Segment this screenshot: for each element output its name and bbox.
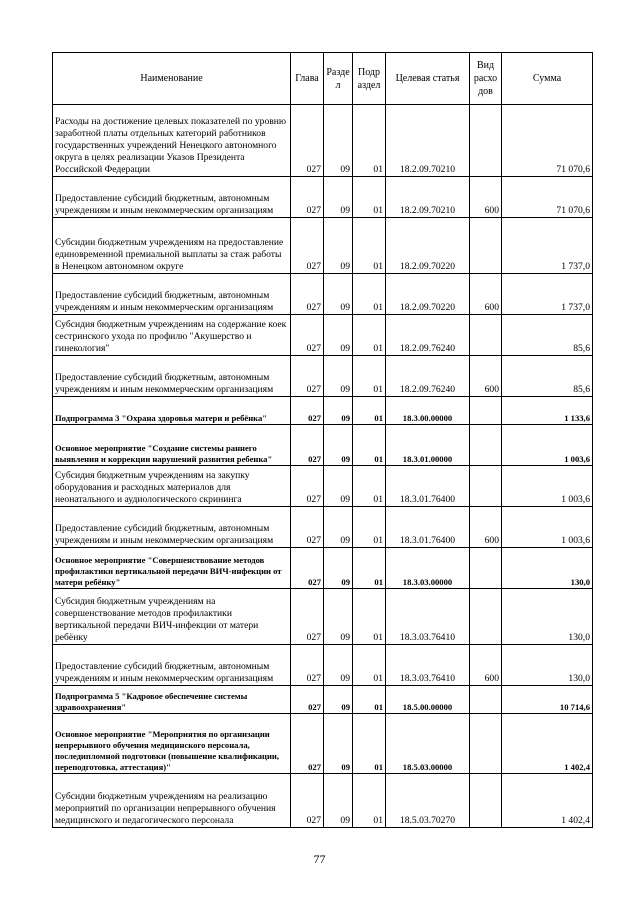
row-podrazdel-cell: 01 xyxy=(353,507,386,548)
row-glava-cell: 027 xyxy=(291,315,324,356)
row-name-cell: Предоставление субсидий бюджетным, автономным учреждениям и иным некоммерческим организациям xyxy=(53,177,291,218)
row-glava-cell: 027 xyxy=(291,645,324,686)
table-body xyxy=(53,105,593,828)
row-sum-cell: 1 003,6 xyxy=(502,507,593,548)
row-sum-cell: 1 402,4 xyxy=(502,714,593,774)
row-glava-cell: 027 xyxy=(291,356,324,397)
row-name-cell: Основное мероприятие "Мероприятия по организации непрерывного обучения медицинского персонала, последипломной подготовки (повышение квалификации, переподготовка, аттестация)" xyxy=(53,714,291,774)
row-name-cell: Субсидия бюджетным учреждениям на закупку оборудования и расходных материалов для неонатального и аудиологического скрининга xyxy=(53,466,291,507)
row-glava-cell: 027 xyxy=(291,274,324,315)
table-row xyxy=(53,466,593,507)
row-name-cell: Основное мероприятие "Создание системы раннего выявления и коррекции нарушений развития ребенка" xyxy=(53,425,291,466)
row-podrazdel-cell: 01 xyxy=(353,218,386,274)
row-podrazdel-cell: 01 xyxy=(353,397,386,425)
row-razdel-cell: 09 xyxy=(324,356,353,397)
row-name-cell: Субсидии бюджетным учреждениям на реализацию мероприятий по организации непрерывного обучения медицинского и педагогического персонала xyxy=(53,774,291,828)
row-name-cell: Субсидии бюджетным учреждениям на предоставление единовременной премиальной выплаты за стаж работы в Ненецком автономном округе xyxy=(53,218,291,274)
row-name-cell: Предоставление субсидий бюджетным, автономным учреждениям и иным некоммерческим организациям xyxy=(53,356,291,397)
header-sum: Сумма xyxy=(502,53,593,105)
header-podrazdel: Подр аздел xyxy=(353,53,386,105)
row-expense-type-cell: 600 xyxy=(470,356,502,397)
row-expense-type-cell xyxy=(470,466,502,507)
row-name-cell: Предоставление субсидий бюджетным, автономным учреждениям и иным некоммерческим организациям xyxy=(53,274,291,315)
row-expense-type-cell xyxy=(470,774,502,828)
row-name-cell: Подпрограмма 5 "Кадровое обеспечение системы здравоохранения" xyxy=(53,686,291,714)
row-podrazdel-cell: 01 xyxy=(353,589,386,645)
row-razdel-cell: 09 xyxy=(324,397,353,425)
row-sum-cell: 10 714,6 xyxy=(502,686,593,714)
row-razdel-cell: 09 xyxy=(324,645,353,686)
row-glava-cell: 027 xyxy=(291,466,324,507)
row-glava-cell: 027 xyxy=(291,589,324,645)
row-target-cell: 18.3.03.76410 xyxy=(386,645,470,686)
row-glava-cell: 027 xyxy=(291,774,324,828)
table-row xyxy=(53,589,593,645)
row-sum-cell: 1 003,6 xyxy=(502,466,593,507)
row-target-cell: 18.3.01.76400 xyxy=(386,507,470,548)
row-expense-type-cell xyxy=(470,397,502,425)
row-target-cell: 18.2.09.70210 xyxy=(386,177,470,218)
row-expense-type-cell xyxy=(470,218,502,274)
table-row xyxy=(53,274,593,315)
row-target-cell: 18.3.03.00000 xyxy=(386,548,470,589)
row-razdel-cell: 09 xyxy=(324,589,353,645)
row-expense-type-cell xyxy=(470,714,502,774)
row-podrazdel-cell: 01 xyxy=(353,466,386,507)
row-expense-type-cell xyxy=(470,315,502,356)
row-target-cell: 18.3.00.00000 xyxy=(386,397,470,425)
row-target-cell: 18.3.03.76410 xyxy=(386,589,470,645)
row-sum-cell: 130,0 xyxy=(502,548,593,589)
table-row xyxy=(53,356,593,397)
row-expense-type-cell xyxy=(470,589,502,645)
table-row xyxy=(53,774,593,828)
row-razdel-cell: 09 xyxy=(324,774,353,828)
row-sum-cell: 71 070,6 xyxy=(502,105,593,177)
row-razdel-cell: 09 xyxy=(324,507,353,548)
row-podrazdel-cell: 01 xyxy=(353,177,386,218)
header-name: Наименование xyxy=(53,53,291,105)
row-razdel-cell: 09 xyxy=(324,548,353,589)
row-podrazdel-cell: 01 xyxy=(353,315,386,356)
row-sum-cell: 85,6 xyxy=(502,356,593,397)
row-sum-cell: 1 737,0 xyxy=(502,274,593,315)
row-expense-type-cell: 600 xyxy=(470,177,502,218)
row-sum-cell: 1 003,6 xyxy=(502,425,593,466)
table-header-row xyxy=(53,53,593,105)
row-name-cell: Расходы на достижение целевых показателей по уровню заработной платы отдельных категорий работников государственных учреждений Ненецкого автономного округа в целях реализации Указов Президента Российской Федерации xyxy=(53,105,291,177)
table-row xyxy=(53,315,593,356)
row-podrazdel-cell: 01 xyxy=(353,425,386,466)
row-target-cell: 18.2.09.70220 xyxy=(386,218,470,274)
row-sum-cell: 130,0 xyxy=(502,645,593,686)
table-row xyxy=(53,548,593,589)
row-expense-type-cell: 600 xyxy=(470,507,502,548)
row-podrazdel-cell: 01 xyxy=(353,714,386,774)
row-target-cell: 18.5.03.00000 xyxy=(386,714,470,774)
row-glava-cell: 027 xyxy=(291,177,324,218)
header-razdel: Разде л xyxy=(324,53,353,105)
row-podrazdel-cell: 01 xyxy=(353,645,386,686)
row-name-cell: Предоставление субсидий бюджетным, автономным учреждениям и иным некоммерческим организациям xyxy=(53,507,291,548)
row-razdel-cell: 09 xyxy=(324,105,353,177)
table-row xyxy=(53,507,593,548)
row-expense-type-cell: 600 xyxy=(470,645,502,686)
row-razdel-cell: 09 xyxy=(324,425,353,466)
row-razdel-cell: 09 xyxy=(324,274,353,315)
row-target-cell: 18.3.01.76400 xyxy=(386,466,470,507)
row-glava-cell: 027 xyxy=(291,397,324,425)
budget-table xyxy=(52,52,593,828)
row-target-cell: 18.5.00.00000 xyxy=(386,686,470,714)
row-glava-cell: 027 xyxy=(291,714,324,774)
table-row xyxy=(53,105,593,177)
header-glava: Глава xyxy=(291,53,324,105)
row-sum-cell: 85,6 xyxy=(502,315,593,356)
row-podrazdel-cell: 01 xyxy=(353,774,386,828)
table-row xyxy=(53,714,593,774)
row-podrazdel-cell: 01 xyxy=(353,686,386,714)
row-name-cell: Основное мероприятие "Совершенствование методов профилактики вертикальной передачи ВИЧ-инфекции от матери ребёнку" xyxy=(53,548,291,589)
row-target-cell: 18.5.03.70270 xyxy=(386,774,470,828)
table-row xyxy=(53,177,593,218)
row-sum-cell: 1 737,0 xyxy=(502,218,593,274)
row-target-cell: 18.2.09.76240 xyxy=(386,315,470,356)
header-expense-type: Вид расхо дов xyxy=(470,53,502,105)
page-number: 77 xyxy=(313,852,326,866)
table-row xyxy=(53,397,593,425)
row-target-cell: 18.2.09.76240 xyxy=(386,356,470,397)
row-glava-cell: 027 xyxy=(291,507,324,548)
table-row xyxy=(53,425,593,466)
row-sum-cell: 130,0 xyxy=(502,589,593,645)
row-glava-cell: 027 xyxy=(291,686,324,714)
row-podrazdel-cell: 01 xyxy=(353,274,386,315)
row-expense-type-cell xyxy=(470,105,502,177)
row-glava-cell: 027 xyxy=(291,425,324,466)
row-glava-cell: 027 xyxy=(291,218,324,274)
row-sum-cell: 1 133,6 xyxy=(502,397,593,425)
row-glava-cell: 027 xyxy=(291,105,324,177)
row-razdel-cell: 09 xyxy=(324,177,353,218)
row-razdel-cell: 09 xyxy=(324,714,353,774)
row-name-cell: Субсидия бюджетным учреждениям на совершенствование методов профилактики вертикальной передачи ВИЧ-инфекции от матери ребёнку xyxy=(53,589,291,645)
row-target-cell: 18.3.01.00000 xyxy=(386,425,470,466)
row-razdel-cell: 09 xyxy=(324,218,353,274)
table-row xyxy=(53,645,593,686)
table-row xyxy=(53,686,593,714)
row-expense-type-cell: 600 xyxy=(470,274,502,315)
row-podrazdel-cell: 01 xyxy=(353,548,386,589)
row-name-cell: Субсидия бюджетным учреждениям на содержание коек сестринского ухода по профилю "Акушерство и гинекология" xyxy=(53,315,291,356)
table-row xyxy=(53,218,593,274)
row-target-cell: 18.2.09.70220 xyxy=(386,274,470,315)
row-expense-type-cell xyxy=(470,425,502,466)
row-expense-type-cell xyxy=(470,686,502,714)
row-razdel-cell: 09 xyxy=(324,466,353,507)
row-glava-cell: 027 xyxy=(291,548,324,589)
row-target-cell: 18.2.09.70210 xyxy=(386,105,470,177)
row-name-cell: Подпрограмма 3 "Охрана здоровья матери и ребёнка" xyxy=(53,397,291,425)
row-sum-cell: 71 070,6 xyxy=(502,177,593,218)
row-podrazdel-cell: 01 xyxy=(353,105,386,177)
row-razdel-cell: 09 xyxy=(324,686,353,714)
row-sum-cell: 1 402,4 xyxy=(502,774,593,828)
row-razdel-cell: 09 xyxy=(324,315,353,356)
header-target-article: Целевая статья xyxy=(386,53,470,105)
row-name-cell: Предоставление субсидий бюджетным, автономным учреждениям и иным некоммерческим организациям xyxy=(53,645,291,686)
row-expense-type-cell xyxy=(470,548,502,589)
row-podrazdel-cell: 01 xyxy=(353,356,386,397)
